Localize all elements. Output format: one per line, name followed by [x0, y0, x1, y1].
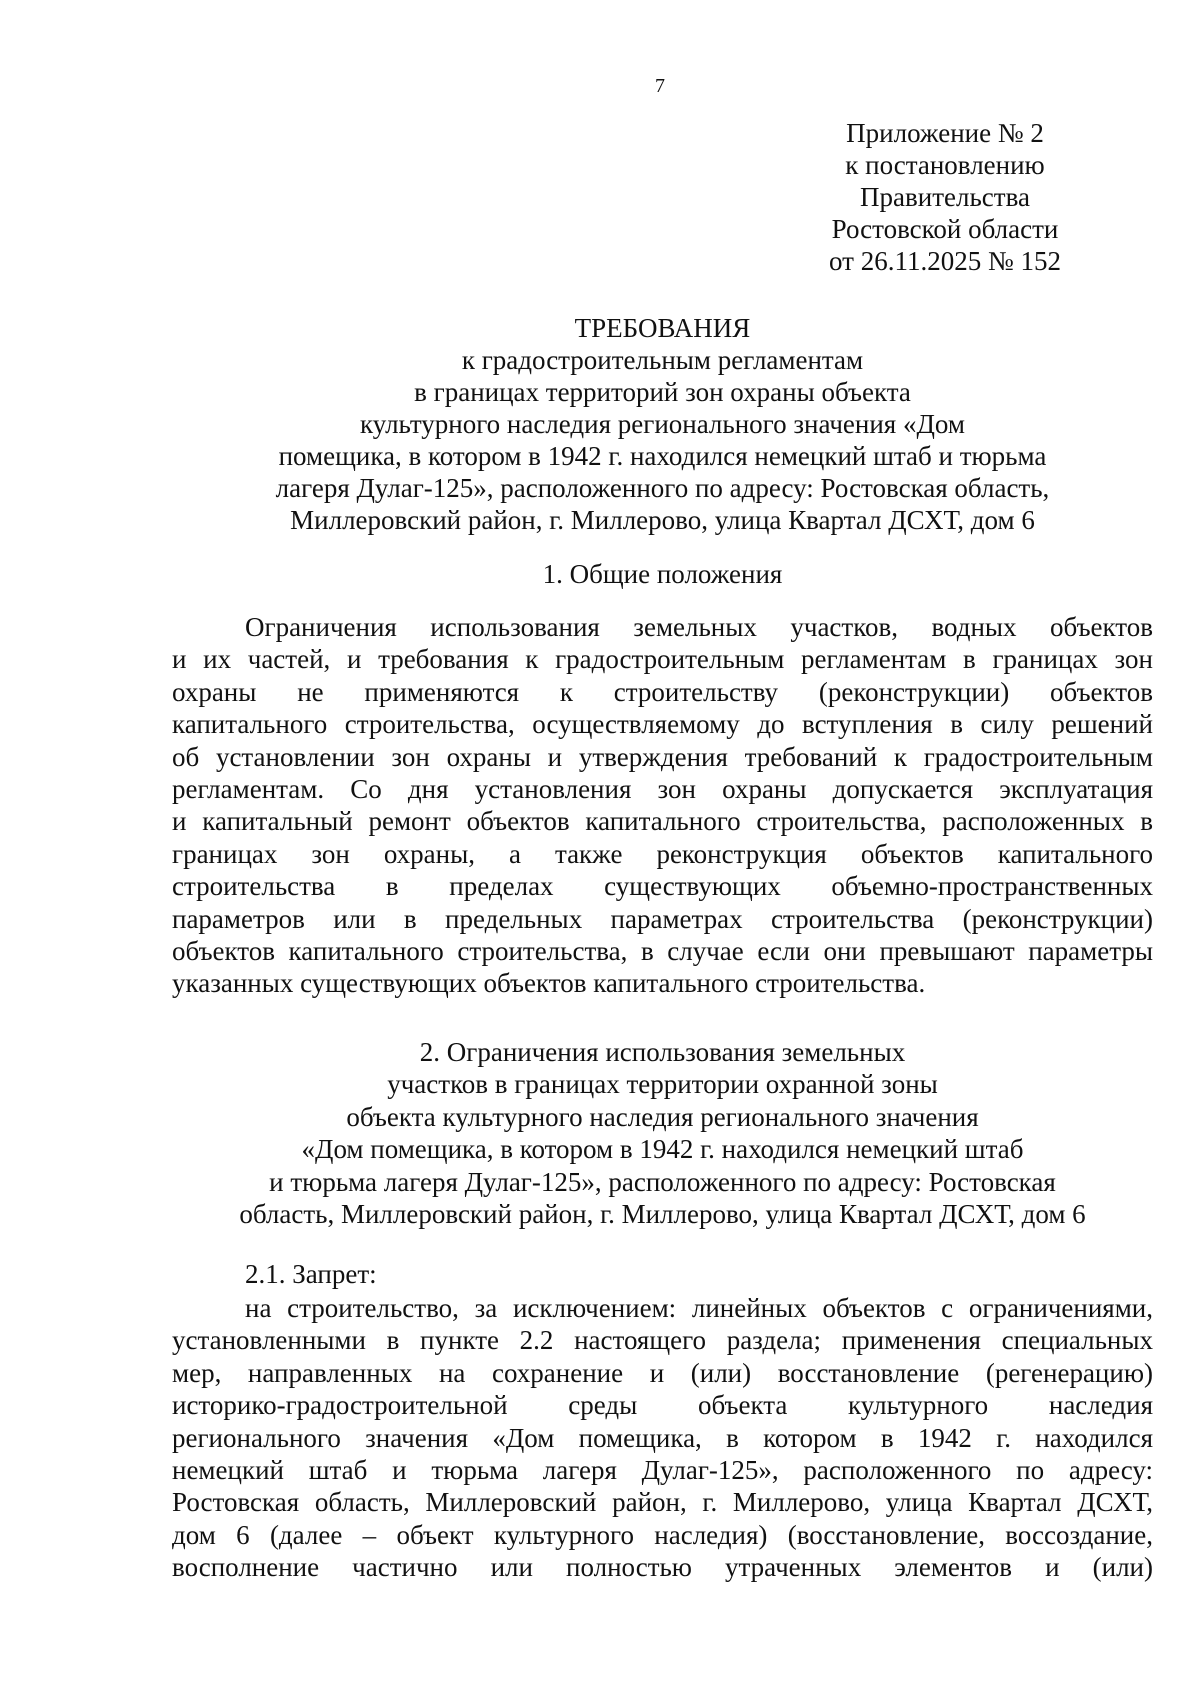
title-line: Миллеровский район, г. Миллерово, улица Квартал ДСХТ, дом 6	[290, 505, 1035, 535]
paragraph-line: установленными в пункте 2.2 настоящего раздела; применения специальных	[172, 1325, 1153, 1356]
paragraph-line: регионального значения «Дом помещика, в котором в 1942 г. находился	[172, 1422, 1153, 1453]
heading-line: и тюрьма лагеря Дулаг-125», расположенного по адресу: Ростовская	[269, 1166, 1056, 1197]
paragraph-line: регламентам. Со дня установления зон охраны допускается эксплуатация	[172, 774, 1153, 805]
document-title	[172, 312, 1153, 536]
paragraph-line: параметров или в предельных параметрах строительства (реконструкции)	[172, 903, 1153, 934]
title-line: помещика, в котором в 1942 г. находился немецкий штаб и тюрьма	[278, 441, 1047, 471]
paragraph-line: восполнение частично или полностью утраченных элементов и (или)	[172, 1552, 1153, 1583]
title-line: к градостроительным регламентам	[461, 345, 864, 375]
paragraph-line: капитального строительства, осуществляемому до вступления в силу решений	[172, 709, 1153, 740]
paragraph-line: дом 6 (далее – объект культурного наследия) (восстановление, воссоздание,	[172, 1519, 1153, 1550]
title-heading: ТРЕБОВАНИЯ	[574, 313, 751, 343]
heading-line: 2. Ограничения использования земельных	[419, 1037, 906, 1067]
title-line: в границах территорий зон охраны объекта	[414, 377, 911, 407]
clause-2-1-title: 2.1. Запрет:	[245, 1259, 377, 1289]
paragraph-line: немецкий штаб и тюрьма лагеря Дулаг-125», расположенного по адресу:	[172, 1455, 1153, 1486]
paragraph-line: мер, направленных на сохранение и (или) восстановление (регенерацию)	[172, 1357, 1153, 1388]
heading-line: объекта культурного наследия регионального значения	[346, 1101, 979, 1132]
appendix-line: Приложение № 2	[846, 118, 1044, 148]
paragraph-line: на строительство, за исключением: линейных объектов с ограничениями,	[245, 1293, 1153, 1323]
appendix-line: от 26.11.2025 № 152	[829, 246, 1061, 276]
title-line: культурного наследия регионального значения «Дом	[360, 409, 965, 439]
paragraph-line: и капитальный ремонт объектов капитального строительства, расположенных в	[172, 806, 1153, 837]
paragraph-line: объектов капитального строительства, в случае если они превышают параметры	[172, 936, 1153, 967]
paragraph-line: и их частей, и требования к градостроительным регламентам в границах зон	[172, 644, 1153, 675]
section-1-heading: 1. Общие положения	[542, 559, 783, 589]
page-number: 7	[655, 75, 665, 97]
paragraph-line: историко-градостроительной среды объекта культурного наследия	[172, 1390, 1153, 1421]
title-line: лагеря Дулаг-125», расположенного по адресу: Ростовская область,	[275, 473, 1050, 503]
section-2-heading	[172, 1036, 1153, 1230]
appendix-line: Ростовской области	[831, 214, 1059, 244]
heading-line: «Дом помещика, в котором в 1942 г. находился немецкий штаб	[301, 1134, 1024, 1165]
section-1-paragraph	[172, 611, 1153, 1000]
paragraph-line: Ограничения использования земельных участков, водных объектов	[245, 612, 1153, 642]
paragraph-line: указанных существующих объектов капитального строительства.	[172, 968, 926, 999]
paragraph-line: Ростовская область, Миллеровский район, г. Миллерово, улица Квартал ДСХТ,	[172, 1487, 1153, 1518]
paragraph-line: границах зон охраны, а также реконструкция объектов капитального	[172, 838, 1153, 869]
paragraph-line: строительства в пределах существующих объемно-пространственных	[172, 871, 1153, 902]
clause-2-1-paragraph	[172, 1292, 1153, 1584]
paragraph-line: об установлении зон охраны и утверждения требований к градостроительным	[172, 741, 1153, 772]
heading-line: область, Миллеровский район, г. Миллерово, улица Квартал ДСХТ, дом 6	[239, 1199, 1086, 1230]
appendix-line: к постановлению	[845, 150, 1045, 180]
heading-line: участков в границах территории охранной зоны	[387, 1069, 938, 1100]
appendix-block	[800, 117, 1090, 277]
appendix-line: Правительства	[860, 182, 1030, 212]
paragraph-line: охраны не применяются к строительству (реконструкции) объектов	[172, 676, 1153, 707]
